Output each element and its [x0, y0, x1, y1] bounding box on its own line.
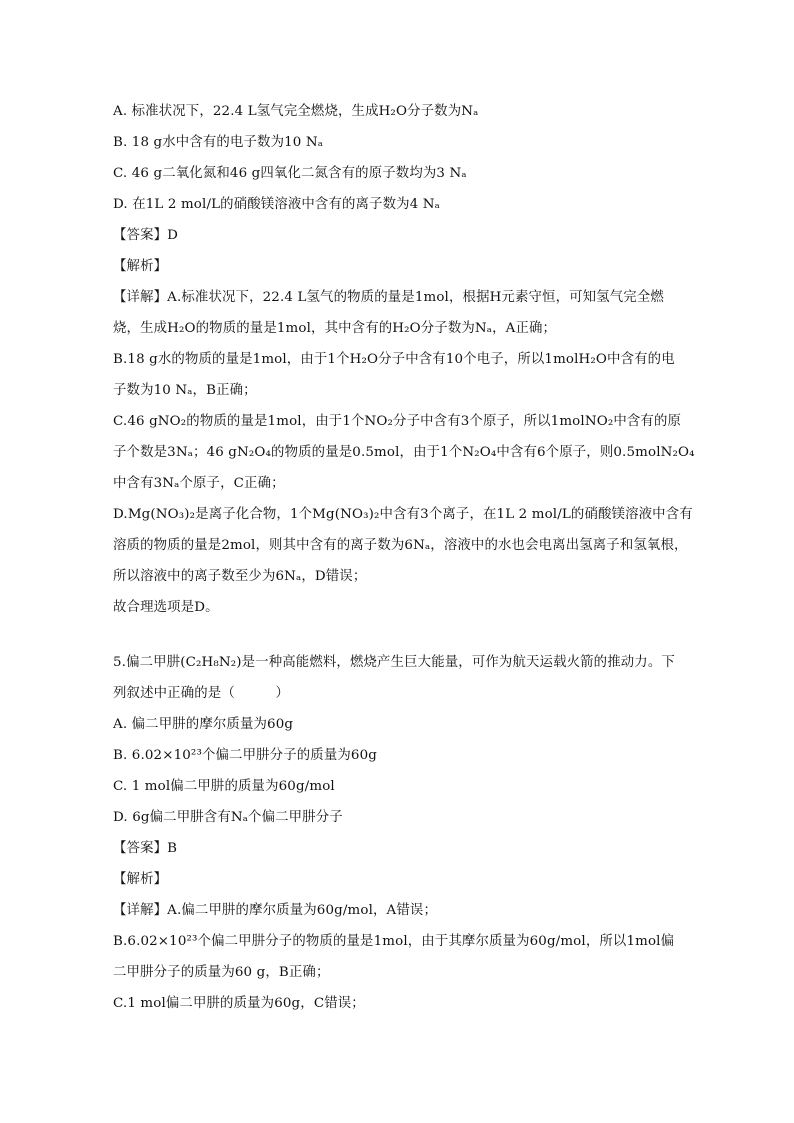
q4-detail-line: 子个数是3Nₐ；46 gN₂O₄的物质的量是0.5mol，由于1个N₂O₄中含有6个原子，则0.5molN₂O₄ [113, 445, 695, 460]
q4-option-d: D. 在1L 2 mol/L的硝酸镁溶液中含有的离子数为4 Nₐ [113, 197, 440, 212]
q4-detail-line: B.18 g水的物质的量是1mol，由于1个H₂O分子中含有10个电子，所以1molH₂O中含有的电 [113, 352, 675, 367]
q4-detail-line: 中含有3Nₐ个原子，C正确； [113, 476, 285, 491]
q4-detail-line: 【详解】A.标准状况下，22.4 L氢气的物质的量是1mol，根据H元素守恒，可知氢气完全燃 [113, 290, 664, 305]
q5-option-b: B. 6.02×10²³个偏二甲肼分子的质量为60g [113, 748, 377, 763]
document-page [113, 96, 695, 1019]
q5-option-c: C. 1 mol偏二甲肼的质量为60g/mol [113, 779, 335, 794]
q5-option-d: D. 6g偏二甲肼含有Nₐ个偏二甲肼分子 [113, 810, 343, 825]
q4-option-c: C. 46 g二氧化氮和46 g四氧化二氮含有的原子数均为3 Nₐ [113, 166, 467, 181]
q4-detail-line: 子数为10 Nₐ，B正确； [113, 383, 257, 398]
q4-option-b: B. 18 g水中含有的电子数为10 Nₐ [113, 135, 324, 150]
q4-detail-line: 所以溶液中的离子数至少为6Nₐ，D错误； [113, 569, 367, 584]
q4-detail-line: D.Mg(NO₃)₂是离子化合物，1个Mg(NO₃)₂中含有3个离子，在1L 2 mol/L的硝酸镁溶液中含有 [113, 507, 693, 522]
q5-stem-line: 5.偏二甲肼(C₂H₈N₂)是一种高能燃料，燃烧产生巨大能量，可作为航天运载火箭的推动力。下 [113, 655, 675, 670]
q4-option-a: A. 标准状况下，22.4 L氢气完全燃烧，生成H₂O分子数为Nₐ [113, 104, 479, 119]
q5-option-a: A. 偏二甲肼的摩尔质量为60g [113, 717, 294, 732]
q5-detail-line: C.1 mol偏二甲肼的质量为60g，C错误； [113, 996, 365, 1011]
q5-detail-line: 二甲肼分子的质量为60 g，B正确； [113, 965, 330, 980]
q5-answer: 【答案】B [113, 841, 178, 856]
q4-conclusion: 故合理选项是D。 [113, 600, 219, 615]
q4-detail-line: 烧，生成H₂O的物质的量是1mol，其中含有的H₂O分子数为Nₐ，A正确； [113, 321, 557, 336]
q4-detail-line: 溶质的物质的量是2mol，则其中含有的离子数为6Nₐ，溶液中的水也会电离出氢离子和氢氧根， [113, 538, 688, 553]
q4-answer: 【答案】D [113, 228, 179, 243]
q4-detail-line: C.46 gNO₂的物质的量是1mol，由于1个NO₂分子中含有3个原子，所以1molNO₂中含有的原 [113, 414, 682, 429]
q5-detail-line: B.6.02×10²³个偏二甲肼分子的物质的量是1mol，由于其摩尔质量为60g/mol，所以1mol偏 [113, 934, 675, 949]
q5-detail-line: 【详解】A.偏二甲肼的摩尔质量为60g/mol，A错误； [113, 903, 437, 918]
q4-analysis-label: 【解析】 [113, 259, 168, 274]
q5-analysis-label: 【解析】 [113, 872, 168, 887]
q5-stem-line: 列叙述中正确的是（ ） [113, 686, 290, 701]
